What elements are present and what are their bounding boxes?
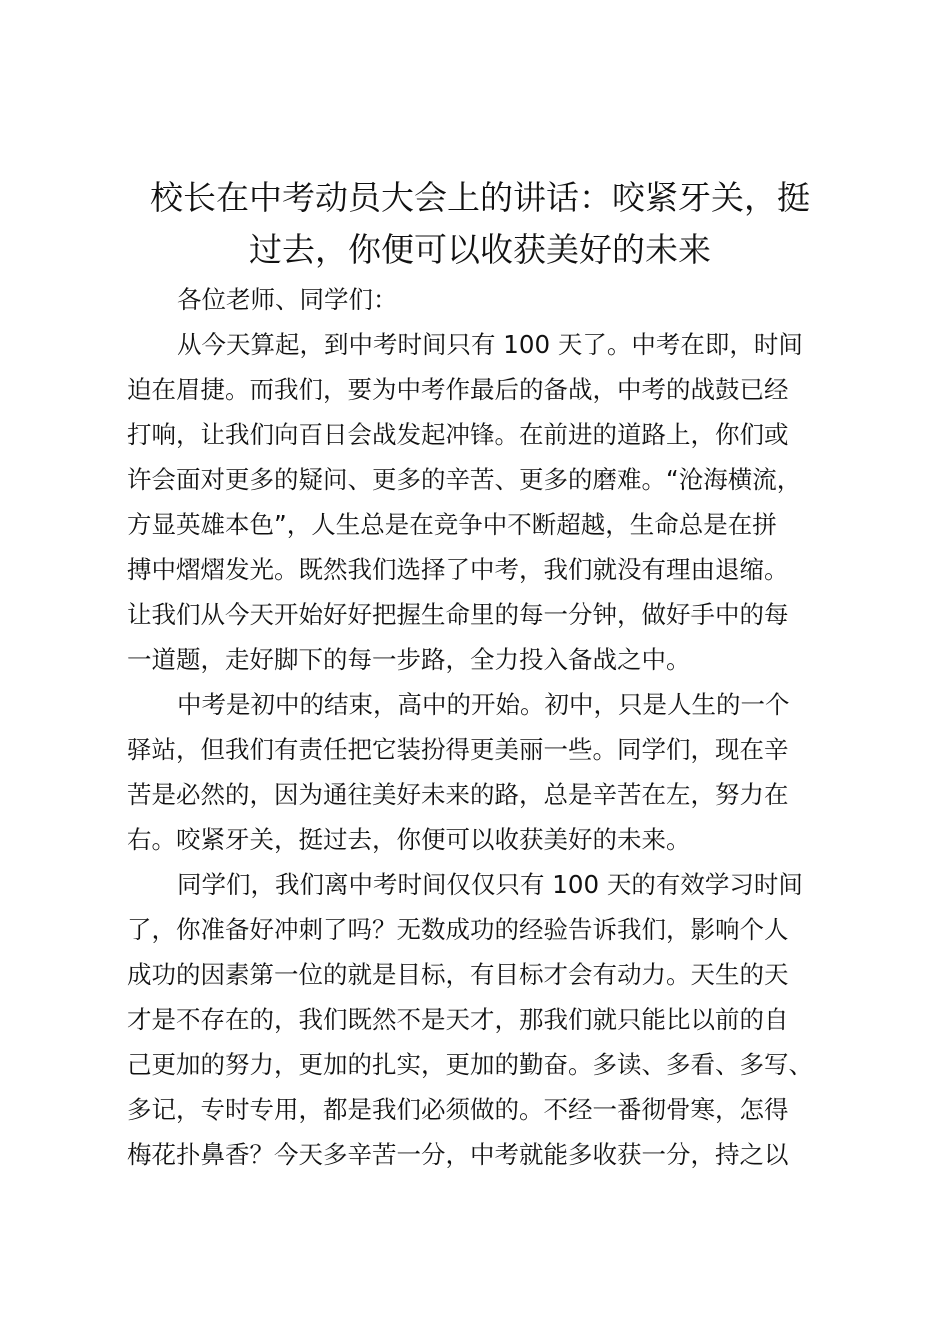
text-line: 了，你准备好冲刺了吗？无数成功的经验告诉我们，影响个人 [127, 915, 789, 944]
text-line: 各位老师、同学们： [177, 285, 398, 314]
page-title [110, 172, 850, 276]
paragraph [127, 862, 839, 1177]
text-line: 多记，专时专用，都是我们必须做的。不经一番彻骨寒，怎得 [127, 1095, 789, 1124]
paragraph [127, 682, 839, 862]
paragraph [127, 322, 839, 682]
text-line: 右。咬紧牙关，挺过去，你便可以收获美好的未来。 [127, 825, 691, 854]
title-line: 校长在中考动员大会上的讲话：咬紧牙关，挺 [150, 178, 810, 217]
text-line: 成功的因素第一位的就是目标，有目标才会有动力。天生的天 [127, 960, 789, 989]
paragraph-salutation [127, 277, 839, 322]
text-line: 己更加的努力，更加的扎实，更加的勤奋。多读、多看、多写、 [127, 1050, 813, 1079]
text-line: 驿站，但我们有责任把它装扮得更美丽一些。同学们，现在辛 [127, 735, 789, 764]
text-line: 梅花扑鼻香？今天多辛苦一分，中考就能多收获一分，持之以 [127, 1140, 789, 1169]
text-line: 中考是初中的结束，高中的开始。初中，只是人生的一个 [177, 690, 790, 719]
text-line: 苦是必然的，因为通往美好未来的路，总是辛苦在左，努力在 [127, 780, 789, 809]
title-line: 过去，你便可以收获美好的未来 [249, 230, 711, 269]
text-line: 搏中熠熠发光。既然我们选择了中考，我们就没有理由退缩。 [127, 555, 789, 584]
text-line: 打响，让我们向百日会战发起冲锋。在前进的道路上，你们或 [127, 420, 789, 449]
text-line: 才是不存在的，我们既然不是天才，那我们就只能比以前的自 [127, 1005, 789, 1034]
text-line: 许会面对更多的疑问、更多的辛苦、更多的磨难。“沧海横流， [127, 465, 802, 494]
text-line: 方显英雄本色”，人生总是在竞争中不断超越，生命总是在拼 [127, 510, 777, 539]
text-line: 让我们从今天开始好好把握生命里的每一分钟，做好手中的每 [127, 600, 789, 629]
text-line: 一道题，走好脚下的每一步路，全力投入备战之中。 [127, 645, 691, 674]
text-line: 从今天算起，到中考时间只有 100 天了。中考在即，时间 [177, 330, 803, 359]
text-line: 同学们，我们离中考时间仅仅只有 100 天的有效学习时间 [177, 870, 803, 899]
document-body [127, 277, 839, 1177]
text-line: 迫在眉捷。而我们，要为中考作最后的备战，中考的战鼓已经 [127, 375, 789, 404]
